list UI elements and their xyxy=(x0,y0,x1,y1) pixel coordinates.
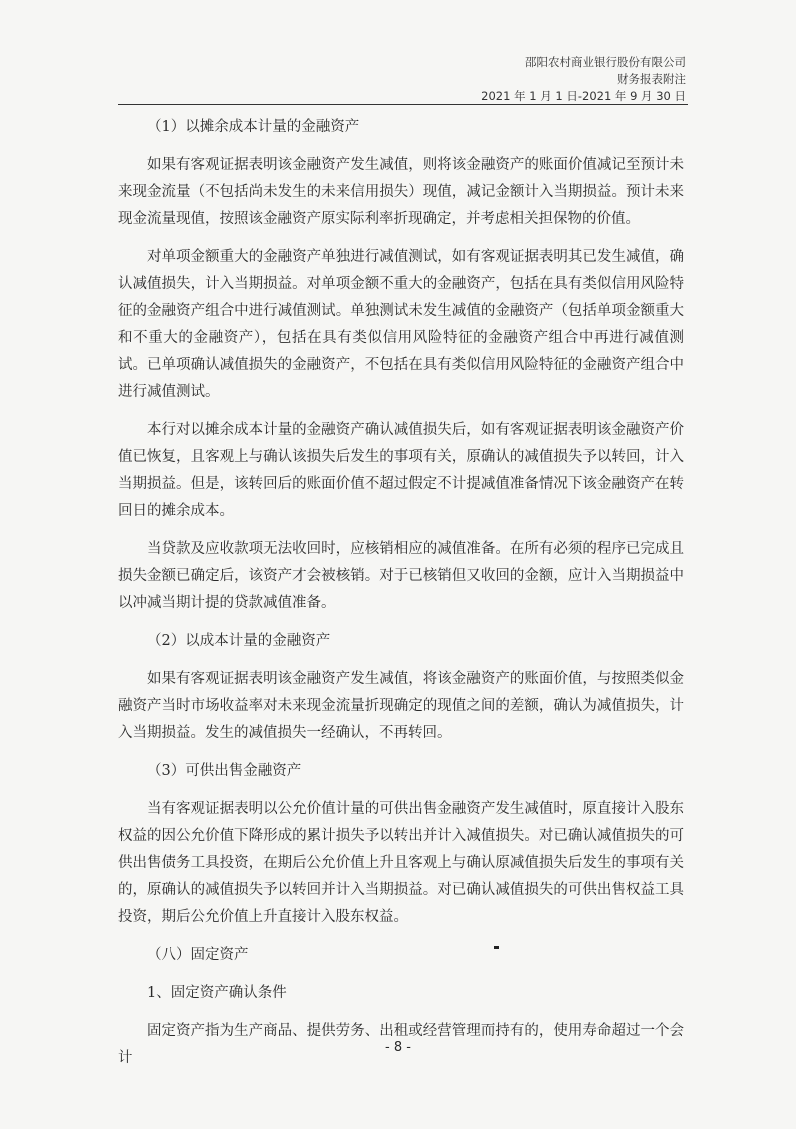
paragraph: 当有客观证据表明以公允价值计量的可供出售金融资产发生减值时，原直接计入股东权益的因公允价值下降形成的累计损失予以转出并计入减值损失。对已确认减值损失的可供出售债务工具投资，在期后公允价值上升且客观上与确认原减值损失后发生的事项有关的，原确认的减值损失予以转回并计入当期损益。对已确认减值损失的可供出售权益工具投资，期后公允价值上升直接计入股东权益。 xyxy=(118,801,684,925)
page-header xyxy=(481,54,686,105)
section-heading-fixed-assets: （八）固定资产 xyxy=(147,947,249,963)
page-number: - 8 - xyxy=(385,1040,411,1055)
document-body xyxy=(118,114,684,1083)
paragraph: 如果有客观证据表明该金融资产发生减值，则将该金融资产的账面价值减记至预计未来现金流量（不包括尚未发生的未来信用损失）现值，减记金额计入当期损益。预计未来现金流量现值，按照该金融资产原实际利率折现确定，并考虑相关担保物的价值。 xyxy=(118,157,684,227)
subheading-cost: （2）以成本计量的金融资产 xyxy=(147,633,331,649)
paragraph: 本行对以摊余成本计量的金融资产确认减值损失后，如有客观证据表明该金融资产价值已恢复，且客观上与确认该损失后发生的事项有关，原确认的减值损失予以转回，计入当期损益。但是，该转回后的账面价值不超过假定不计提减值准备情况下该金融资产在转回日的摊余成本。 xyxy=(118,422,684,519)
reporting-period: 2021 年 1 月 1 日-2021 年 9 月 30 日 xyxy=(481,89,686,103)
paragraph: 固定资产指为生产商品、提供劳务、出租或经营管理而持有的，使用寿命超过一个会计 xyxy=(118,1023,684,1066)
scan-mark xyxy=(494,946,499,949)
company-name: 邵阳农村商业银行股份有限公司 xyxy=(525,55,686,69)
document-title: 财务报表附注 xyxy=(617,72,686,86)
subheading-amortized-cost: （1）以摊余成本计量的金融资产 xyxy=(147,119,360,135)
paragraph: 对单项金额重大的金融资产单独进行减值测试，如有客观证据表明其已发生减值，确认减值损失，计入当期损益。对单项金额不重大的金融资产，包括在具有类似信用风险特征的金融资产组合中进行减值测试。单独测试未发生减值的金融资产（包括单项金额重大和不重大的金融资产），包括在具有类似信用风险特征的金融资产组合中再进行减值测试。已单项确认减值损失的金融资产，不包括在具有类似信用风险特征的金融资产组合中进行减值测试。 xyxy=(118,249,684,400)
header-rule xyxy=(118,104,688,105)
subheading-available-for-sale: （3）可供出售金融资产 xyxy=(147,763,302,779)
paragraph: 如果有客观证据表明该金融资产发生减值，将该金融资产的账面价值，与按照类似金融资产当时市场收益率对未来现金流量折现确定的现值之间的差额，确认为减值损失，计入当期损益。发生的减值损失一经确认，不再转回。 xyxy=(118,671,684,741)
subheading-recognition: 1、固定资产确认条件 xyxy=(147,985,287,1001)
paragraph: 当贷款及应收款项无法收回时，应核销相应的减值准备。在所有必须的程序已完成且损失金额已确定后，该资产才会被核销。对于已核销但又收回的金额，应计入当期损益中以冲减当期计提的贷款减值准备。 xyxy=(118,541,684,611)
